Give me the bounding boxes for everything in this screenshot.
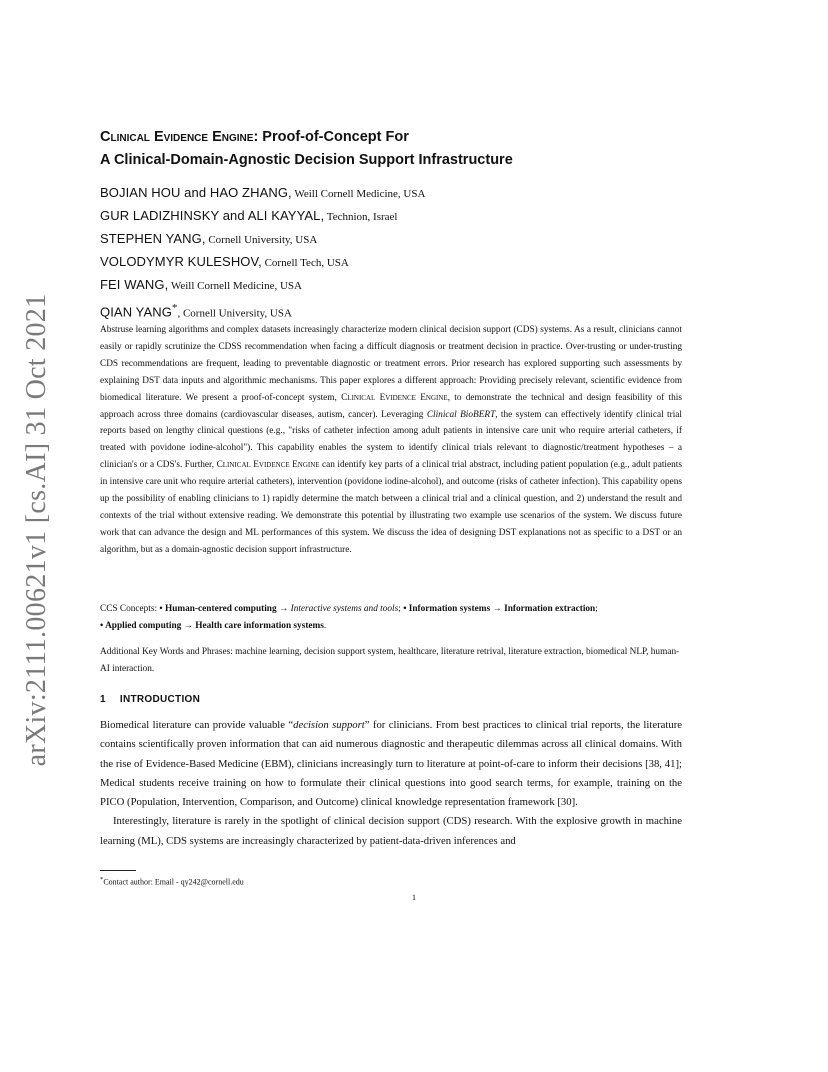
- abstract-text: , to demonstrate the technical and design feasibility of this approach across three domains (cardiovascular diseases, autism, cancer). Leveraging: [100, 392, 682, 420]
- author-names: FEI WANG,: [100, 277, 169, 292]
- paragraph: [100, 716, 682, 812]
- author-affiliation: , Cornell University, USA: [177, 307, 292, 320]
- abstract-text: can identify key parts of a clinical trial abstract, including patient population (e.g., adult patients in intensive care unit who require arterial catheters), intervention (povidone iodine-alcohol), and outcome (risks of catheter infection). This capability opens up the possibility of enabling clinicians to 1) rapidly determine the match between a clinical trial and a clinical question, and 2) understand the result and contexts of the trial without extensive reading. We demonstrate this potential by illustrating two example use scenarios of the system. We discuss future work that can advance the design and ML performances of this system. We discuss the idea of designing DST explanations not as specific to a DST or an algorithm, but as a domain-agnostic decision support infrastructure.: [100, 460, 682, 555]
- footnote-rule: [100, 870, 136, 871]
- ccs-separator: ;: [398, 604, 404, 614]
- author-list: [100, 182, 700, 324]
- arxiv-identifier-text: arXiv:2111.00621v1 [cs.AI] 31 Oct 2021: [21, 293, 52, 767]
- author-line: [100, 297, 700, 324]
- ccs-sub-concept-2: Information extraction: [504, 604, 596, 614]
- author-line: [100, 228, 700, 251]
- corresponding-author-marker: *: [171, 302, 178, 314]
- author-line: [100, 274, 700, 297]
- author-names: STEPHEN YANG,: [100, 231, 206, 246]
- ccs-arrow: →: [490, 604, 505, 614]
- system-name-inline: Clinical Evidence Engine: [216, 460, 320, 471]
- ccs-label: CCS Concepts:: [100, 604, 160, 614]
- paragraph-text: Biomedical literature can provide valuable “: [100, 719, 294, 731]
- author-affiliation: Weill Cornell Medicine, USA: [168, 280, 302, 292]
- ccs-arrow: →: [181, 620, 196, 631]
- ccs-separator: ;: [595, 604, 598, 614]
- footnote-marker: *: [100, 876, 104, 883]
- ccs-concept-1: • Human-centered computing: [159, 604, 277, 614]
- model-name-inline: Clinical BioBERT: [426, 409, 496, 420]
- title-system-name: Clinical Evidence Engine: [100, 129, 254, 145]
- title-line-2: A Clinical-Domain-Agnostic Decision Support Infrastructure: [100, 152, 513, 168]
- author-affiliation: Cornell Tech, USA: [261, 257, 349, 269]
- author-names: BOJIAN HOU and HAO ZHANG,: [100, 185, 292, 200]
- ccs-end: .: [323, 620, 327, 631]
- footnote: [100, 874, 244, 889]
- author-names: QIAN YANG: [100, 304, 172, 320]
- section-heading: [100, 694, 200, 705]
- emphasis-text: decision support: [293, 719, 365, 731]
- arxiv-identifier-stamp: [15, 293, 59, 767]
- ccs-arrow: →: [276, 604, 291, 614]
- ccs-sub-concept-3: Health care information systems: [195, 620, 324, 631]
- abstract-text: , the system can effectively identify clinical trial reports based on lengthy clinical questions (e.g., "risks of catheter infection among adult patients in intensive care unit who require arterial catheters, if treated with povidone iodine-alcohol"). This capability enables the system to identify clinical trials relevant to diagnostic/treatment hypotheses – a clinician's or a CDS's. Further,: [100, 409, 682, 471]
- abstract: [100, 322, 682, 559]
- abstract-text: Abstruse learning algorithms and complex datasets increasingly characterize modern clinical decision support (CDS) systems. As a result, clinicians cannot easily or rapidly scrutinize the CDSS recommendation when facing a difficult diagnosis or treatment decision in practice. Over-trusting or under-trusting CDS recommendations are frequent, leading to preventable diagnostic or treatment errors. Prior research has explored supporting such assessments by explaining DST data inputs and algorithmic mechanisms. This paper explores a different approach: Providing precisely relevant, scientific evidence from biomedical literature. We present a proof-of-concept system,: [100, 325, 682, 403]
- paragraph: Interestingly, literature is rarely in the spotlight of clinical decision support (CDS) research. With the explosive growth in machine learning (ML), CDS systems are increasingly characterized by patient-data-driven inferences and: [100, 815, 682, 847]
- ccs-concepts: [100, 601, 682, 634]
- section-title: INTRODUCTION: [119, 694, 201, 705]
- author-names: VOLODYMYR KULESHOV,: [100, 254, 262, 269]
- paper-title: [100, 126, 700, 172]
- ccs-sub-concept-1: Interactive systems and tools: [290, 604, 399, 614]
- title-line-1: [100, 126, 700, 149]
- ccs-concept-3: • Applied computing: [100, 620, 182, 631]
- system-name-inline: Clinical Evidence Engine: [341, 392, 448, 403]
- author-affiliation: Technion, Israel: [324, 211, 398, 223]
- introduction-body: [100, 716, 682, 851]
- author-line: [100, 205, 700, 228]
- footnote-text: Contact author: Email - qy242@cornell.edu: [103, 877, 244, 887]
- author-line: [100, 182, 700, 205]
- author-line: [100, 251, 700, 274]
- section-number: 1: [100, 694, 106, 705]
- author-affiliation: Cornell University, USA: [205, 234, 318, 246]
- keywords: Additional Key Words and Phrases: machine learning, decision support system, healthcare, literature retrival, literature extraction, biomedical NLP, human-AI interaction.: [100, 647, 680, 674]
- title-line-1-rest: : Proof-of-Concept For: [253, 129, 409, 145]
- author-names: GUR LADIZHINSKY and ALI KAYYAL,: [100, 208, 325, 223]
- paragraph-text: ” for clinicians. From best practices to clinical trial reports, the literature contains scientifically proven information that can aid numerous diagnostic and therapeutic dilemmas across all clinical domains. With the rise of Evidence-Based Medicine (EBM), clinicians increasingly turn to literature at point-of-care to inform their decisions [38, 41]; Medical students receive training on how to formulate their clinical questions into good search terms, for example, training on the PICO (Population, Intervention, Comparison, and Outcome) clinical knowledge representation framework [30].: [100, 719, 683, 809]
- ccs-concept-2: • Information systems: [403, 604, 491, 614]
- author-affiliation: Weill Cornell Medicine, USA: [291, 188, 426, 200]
- page-number: 1: [411, 892, 417, 902]
